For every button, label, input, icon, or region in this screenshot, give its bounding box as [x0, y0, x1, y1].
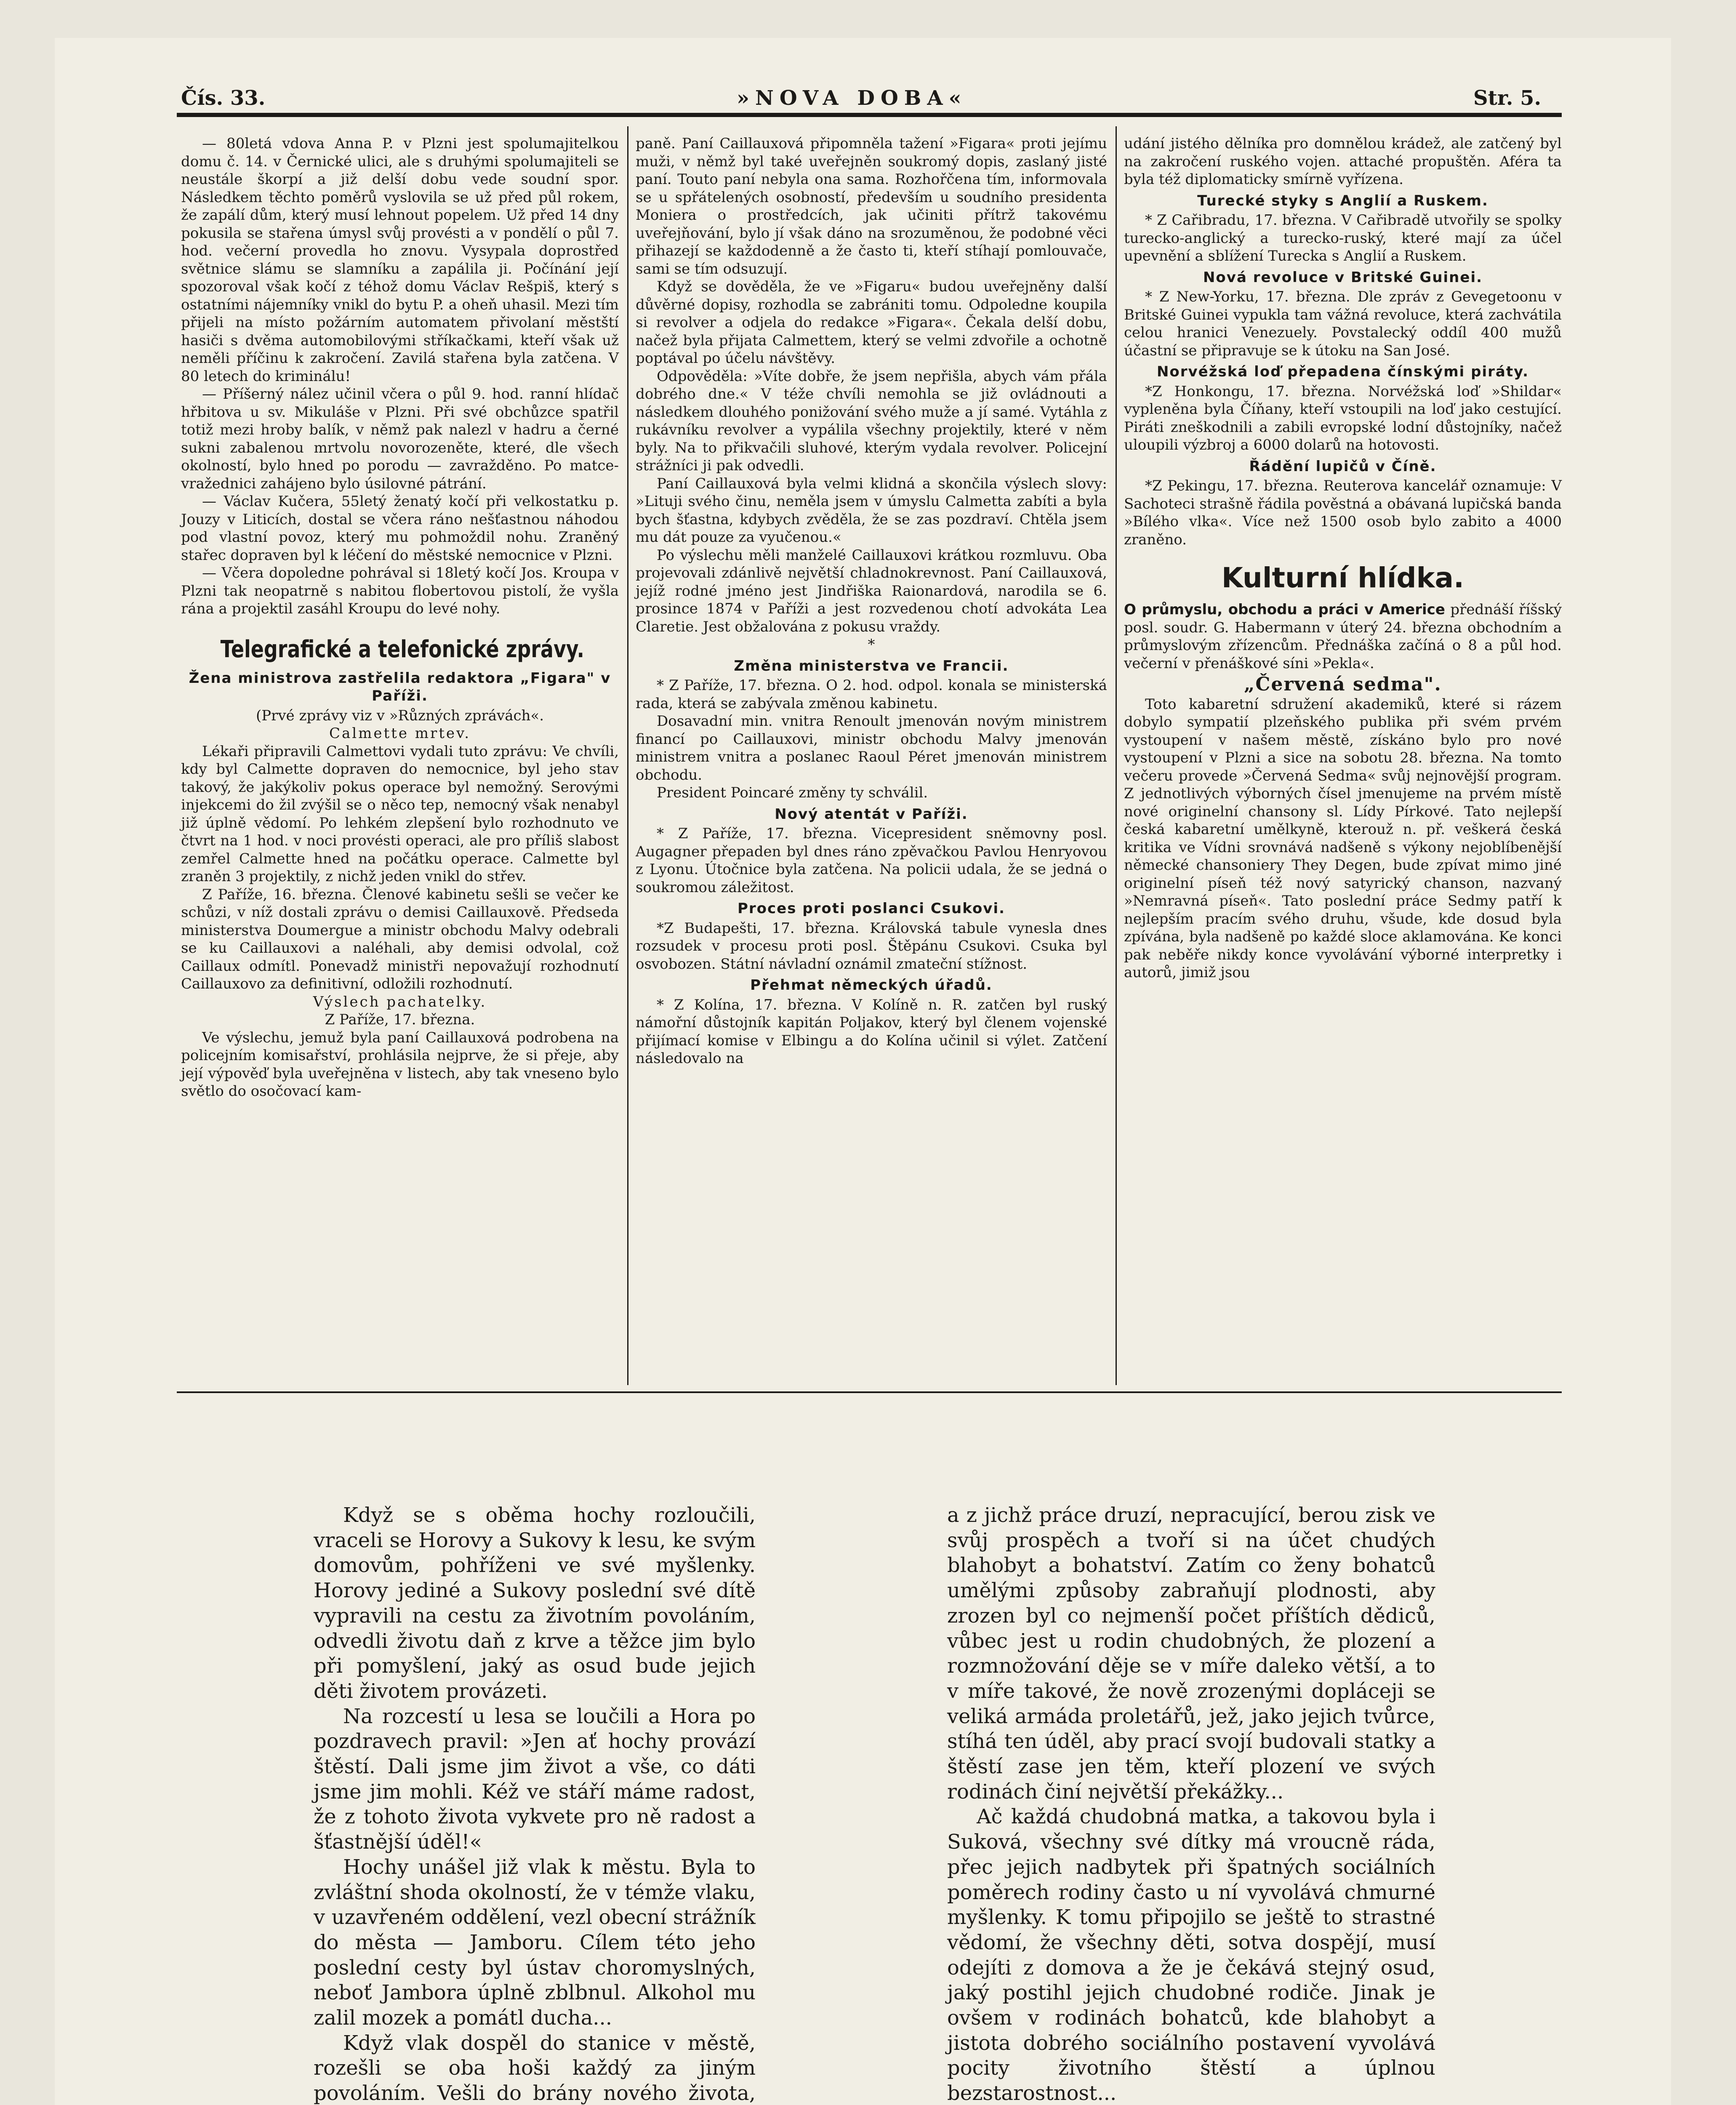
- article-headline: Nová revoluce v Britské Guinei.: [1203, 269, 1483, 286]
- story-paragraph: Na rozcestí u lesa se loučili a Hora po pozdravech pravil: »Jen ať hochy provází štěstí. Dali jsme jim život a vše, co dáti jsme jim mohli. Kéž ve stáří máme radost, že z tohoto života vykvete pro ně radost a šťastnější úděl!«: [314, 1704, 756, 1854]
- section-title: Telegrafické a telefonické zprávy.: [220, 635, 584, 663]
- news-column-1: [181, 135, 619, 1100]
- article-headline: Přehmat německých úřadů.: [750, 977, 993, 994]
- story-paragraph: Když se s oběma hochy rozloučili, vraceli se Horovy a Sukovy k lesu, ke svým domovům, pohříženi ve své myšlenky. Horovy jediné a Sukovy poslední své dítě vypravili na cestu za životním povoláním, odvedli životu daň z krve a těžce jim bylo při pomyšlení, jaký as osud bude jejich děti životem provázeti.: [314, 1503, 756, 1703]
- article-headline: „Červená sedma".: [1244, 674, 1442, 695]
- article-headline: Norvéžská loď přepadena čínskými piráty.: [1156, 363, 1529, 380]
- story-paragraph: Když vlak dospěl do stanice v městě, rozešli se oba hoši každý za jiným povoláním. Vešli do brány nového života,: [314, 2031, 756, 2105]
- news-column-3: [1124, 135, 1562, 982]
- article-headline: Změna ministerstva ve Francii.: [734, 657, 1009, 674]
- article-headline: Nový atentát v Paříži.: [775, 805, 968, 823]
- serial-story-right: [947, 1503, 1435, 2105]
- cross-reference: (Prvé zprávy viz v »Různých zprávách«.: [256, 707, 544, 724]
- news-item: — Včera dopoledne pohrával si 18letý kočí Jos. Kroupa v Plzni tak neopatrně s nabitou flobertovou pistolí, že vyšla rána a projektil zasáhl Kroupu do levé nohy.: [181, 565, 619, 617]
- news-item: Dosavadní min. vnitra Renoult jmenován novým ministrem financí po Caillauxovi, ministr obchodu Malvy jmenován ministrem vnitra a poslanec Raoul Péret jmenován ministrem obchodu.: [636, 713, 1107, 783]
- subheading: Výslech pachatelky.: [313, 993, 487, 1010]
- story-paragraph: Ač každá chudobná matka, a takovou byla i Suková, všechny své dítky má vroucně ráda, přec jejich nadbytek při špatných sociálních poměrech rodiny často u ní vyvolává chmurné myšlenky. K tomu připojilo se ještě to strastné vědomí, že všechny děti, sotva dospějí, musí odejíti z domova a že je čekává stejný osud, jaký postihl jejich chudobné rodiče. Jinak je ovšem v rodinách bohatců, kde blahobyt a jistota dobrého sociálního postavení vyvolává pocity životního štěstí a úplnou bezstarostnost...: [947, 1805, 1435, 2105]
- article-headline: Žena ministrova zastřelila redaktora „Figara" v Paříži.: [189, 669, 611, 704]
- column-divider: [1116, 126, 1117, 1385]
- story-paragraph: Hochy unášel již vlak k městu. Byla to zvláštní shoda okolností, že v témže vlaku, v uzavřeném oddělení, vezl obecní strážník do města — Jamboru. Cílem této jeho poslední cesty byl ústav choromyslných, neboť Jambora úplně zblbnul. Alkohol mu zalil mozek a pomátl ducha...: [314, 1855, 756, 2030]
- article-headline: O průmyslu, obchodu a práci v Americe: [1124, 601, 1445, 618]
- news-item: udání jistého dělníka pro domnělou krádež, ale zatčený byl na zakročení ruského vojen. attaché propuštěn. Aféra ta byla též diplomaticky smírně vyřízena.: [1124, 135, 1562, 188]
- header-rule: [177, 113, 1562, 117]
- issue-number: Čís. 33.: [181, 86, 266, 110]
- news-item: *Z Honkongu, 17. března. Norvéžská loď »Shildar« vypleněna byla Číňany, kteří vstoupili na loď jako cestující. Piráti zneškodnili a zabili evropské lodní důstojníky, načež uloupili výzbroj a 6000 dolarů na hotovosti.: [1124, 383, 1562, 453]
- section-title: Kulturní hlídka.: [1221, 562, 1464, 594]
- newspaper-title: »NOVA DOBA«: [737, 86, 967, 110]
- news-column-2: [636, 135, 1107, 1068]
- news-item: President Poincaré změny ty schválil.: [657, 784, 928, 801]
- news-item: * Z Cařibradu, 17. března. V Cařibradě utvořily se spolky turecko-anglický a turecko-ruský, které mají za účel upevnění a sblížení Turecka s Anglií a Ruskem.: [1124, 212, 1562, 264]
- serial-story-left: [314, 1503, 756, 2105]
- subheading: Calmette mrtev.: [329, 725, 471, 742]
- article-paragraph: Když se dověděla, že ve »Figaru« budou uveřejněny další důvěrné dopisy, rozhodla se zabrániti tomu. Odpoledne koupila si revolver a odjela do redakce »Figara«. Čekala delší dobu, načež byla přijata Calmettem, který se velmi zdvořile a ochotně poptával po účelu návštěvy.: [636, 278, 1107, 367]
- separator-star: *: [868, 636, 875, 653]
- article-paragraph: Po výslechu měli manželé Caillauxovi krátkou rozmluvu. Oba projevovali zdánlivě největší chladnokrevnost. Paní Caillauxová, jejíž rodné jméno jest Jindřiška Raionardová, narodila se 6. prosince 1874 v Paříži a jest rozvedenou chotí advokáta Lea Claretie. Jest obžalována z pokusu vraždy.: [636, 546, 1107, 635]
- article-paragraph: Ve výslechu, jemuž byla paní Caillauxová podrobena na policejním komisařství, prohlásila nejprve, že si přeje, aby její výpověď byla uveřejněna v listech, aby tak vneseno bylo světlo do osočovací kam-: [181, 1029, 619, 1100]
- article-paragraph: přednáší říšský posl. soudr. G. Habermann v úterý 24. března obchodním a průmyslovým zřízencům. Přednáška začíná o 8 a půl hod. večerní v přenáškové síni »Pekla«.: [1124, 601, 1562, 672]
- news-item: — Příšerný nález učinil včera o půl 9. hod. ranní hlídač hřbitova u sv. Mikuláše v Plzni. Při své obchůzce spatřil totiž mezi hroby balík, v němž pak nalezl v hadru a černé sukni zabalenou mrtvolu novorozeněte, které, dle všech okolností, bylo hned po porodu — zavražděno. Po matce-vražednici zahájeno bylo úsilovné pátrání.: [181, 386, 619, 492]
- article-paragraph: Toto kabaretní sdružení akademiků, které si rázem dobylo sympatií plzeňského publika při svém prvém vystoupení v našem městě, získáno bylo pro nové vystoupení v Plzni a sice na sobotu 28. března. Na tomto večeru provede »Červená Sedma« svůj nejnovější program. Z jednotlivých výborných čísel jmenujeme na prvém místě nové originelní chansony sl. Lídy Pírkové. Tato nejlepší česká kabaretní umělkyně, kterouž n. př. veškerá česká kritika ve Vídni srovnává nadšeně s výkony nejoblíbenější německé chansoniery They Degen, bude zpívat mimo jiné originelní píseň též nový satyrický chanson, nazvaný »Nemravná píseň«. Tato poslední práce Sedmy patří k nejlepším pracím svého druhu, všude, kde dosud byla zpívána, byla nadšeně po každé sloce aklamována. Ke konci pak neběře nikdy konce vyvolávání výborné interpretky i autorů, jimiž jsou: [1124, 695, 1562, 981]
- news-item: * Z Kolína, 17. března. V Kolíně n. R. zatčen byl ruský námořní důstojník kapitán Poljakov, který byl členem vojenské přijímací komise v Elbingu a do Kolína učinil si výlet. Zatčení následovalo na: [636, 996, 1107, 1067]
- news-item: * Z Paříže, 17. března. O 2. hod. odpol. konala se ministerská rada, která se zabývala změnou kabinetu.: [636, 677, 1107, 712]
- news-item: — Václav Kučera, 55letý ženatý kočí při velkostatku p. Jouzy v Liticích, dostal se včera ráno nešťastnou náhodou pod vlastní povoz, který mu pohmoždil nohu. Zraněný stařec dopraven byl k léčení do městské nemocnice v Plzni.: [181, 493, 619, 564]
- article-paragraph: Lékaři připravili Calmettovi vydali tuto zprávu: Ve chvíli, kdy byl Calmette dopraven do nemocnice, byl jeho stav takový, že jakýkoliv pokus operace byl nemožný. Serovými injekcemi do žil zvýšil se o něco tep, nemocný však nenabyl již úplně vědomí. Po lehkém zlepšení bylo rozhodnuto ve čtvrt na 1 hod. v noci provésti operaci, ale pro příliš slabost zemřel Calmette hned na počátku operace. Calmette byl zraněn 3 projektily, z nichž jeden vnikl do střev.: [181, 743, 619, 885]
- article-paragraph: Odpověděla: »Víte dobře, že jsem nepřišla, abych vám přála dobrého dne.« V téže chvíli nemohla se již ovládnouti a následkem dlouhého ponižování svého muže a jí samé. Vytáhla z rukávníku revolver a vypálila všechny projektily, které v něm byly. Na to přikvačili sluhové, kterým vydala revolver. Policejní strážníci ji pak odvedli.: [636, 368, 1107, 474]
- news-item: *Z Pekingu, 17. března. Reuterova kancelář oznamuje: V Sachoteci strašně řádila pověstná a obávaná lupičská banda »Bílého vlka«. Více než 1500 osob bylo zabito a 4000 zraněno.: [1124, 477, 1562, 548]
- column-divider: [627, 126, 628, 1385]
- news-item: *Z Budapešti, 17. března. Královská tabule vynesla dnes rozsudek v procesu proti posl. Štěpánu Csukovi. Csuka byl osvobozen. Státní návladní oznámil zmateční stížnost.: [636, 919, 1107, 973]
- article-headline: Turecké styky s Anglií a Ruskem.: [1197, 192, 1488, 209]
- dateline: Z Paříže, 17. března.: [325, 1011, 475, 1028]
- story-paragraph: a z jichž práce druzí, nepracující, berou zisk ve svůj prospěch a tvoří si na účet chudých blahobyt a bohatství. Zatím co ženy bohatců umělými způsoby zabraňují plodnosti, aby zrozen byl co nejmenší počet příštích dědiců, vůbec jest u rodin chudobných, že plození a rozmnožování děje se v míře daleko větší, a to v míře takové, že nově zrozenými dopláceji se veliká armáda proletářů, jež, jako jejich tvůrce, stíhá ten úděl, aby prací svojí budovali statky a štěstí zase jen těm, kteří plození ve svých rodinách činí největší překážky...: [947, 1503, 1435, 1804]
- news-item: — 80letá vdova Anna P. v Plzni jest spolumajitelkou domu č. 14. v Černické ulici, ale s druhými spolumajiteli se neustále škorpí a již delší dobu vede soudní spor. Následkem těchto poměrů vyslovila se už před půl rokem, že zapálí dům, který musí lehnout popelem. Už před 14 dny pokusila se stařena úmysl svůj provésti a v pondělí o půl 7. hod. večerní provedla ho znovu. Vysypala doprostřed světnice slámu se slamníku a zapálila ji. Počínání její spozoroval však kočí z téhož domu Václav Rešpiš, který s ostatními nájemníky vnikl do bytu P. a oheň uhasil. Mezi tím přijeli na místo požárním automatem přivolaní městští hasiči s dvěma automobilovými stříkačkami, kteří však už neměli příčinu k zakročení. Zavilá stařena byla zatčena. V 80 letech do kriminálu!: [181, 135, 619, 385]
- article-headline: Proces proti poslanci Csukovi.: [737, 900, 1006, 917]
- article-paragraph: paně. Paní Caillauxová připomněla tažení »Figara« proti jejímu muži, v němž byl také uveřejněn soukromý dopis, zaslaný jisté paní. Touto paní nebyla ona sama. Rozhořčena tím, informovala se u spřátelených osobností, především u soudního presidenta Moniera o prostředcích, jak učiniti přítrž takovému uveřejňování, bylo jí však dáno na srozuměnou, že podobné věci přihazejí se každodenně a že často ti, kteří stíhají pomlouvače, sami se tím odsuzují.: [636, 135, 1107, 277]
- article-paragraph: Z Paříže, 16. března. Členové kabinetu sešli se večer ke schůzi, v níž dostali zprávu o demisi Caillauxově. Předseda ministerstva Doumergue a ministr obchodu Malvy odebrali se ku Caillauxovi a naléhali, aby demisi odvolal, což Caillaux odmítl. Ponevadž ministři nepovažují rozhodnutí Caillauxovo za definitivní, odložili rozhodnutí.: [181, 886, 619, 992]
- article-headline: Řádění lupičů v Číně.: [1249, 458, 1437, 475]
- article-paragraph: Paní Caillauxová byla velmi klidná a skončila výslech slovy: »Lituji svého činu, neměla jsem v úmyslu Calmetta zabíti a byla bych šťastna, kdybych zvěděla, že se zas pozdraví. Chtěla jsem mu dát pouze za vyučenou.«: [636, 475, 1107, 546]
- section-rule: [177, 1391, 1562, 1393]
- news-item: * Z New-Yorku, 17. března. Dle zpráv z Gevegetoonu v Britské Guinei vypukla tam vážná revoluce, která zachvátila celou hranici Venezuely. Povstalecký oddíl 400 mužů účastní se připravuje se k útoku na San José.: [1124, 288, 1562, 359]
- news-item: * Z Paříže, 17. března. Vicepresident sněmovny posl. Augagner přepaden byl dnes ráno zpěvačkou Pavlou Henryovou z Lyonu. Útočnice byla zatčena. Na policii udala, že se jedná o soukromou záležitost.: [636, 825, 1107, 896]
- page-number-label: Str. 5.: [1473, 86, 1542, 110]
